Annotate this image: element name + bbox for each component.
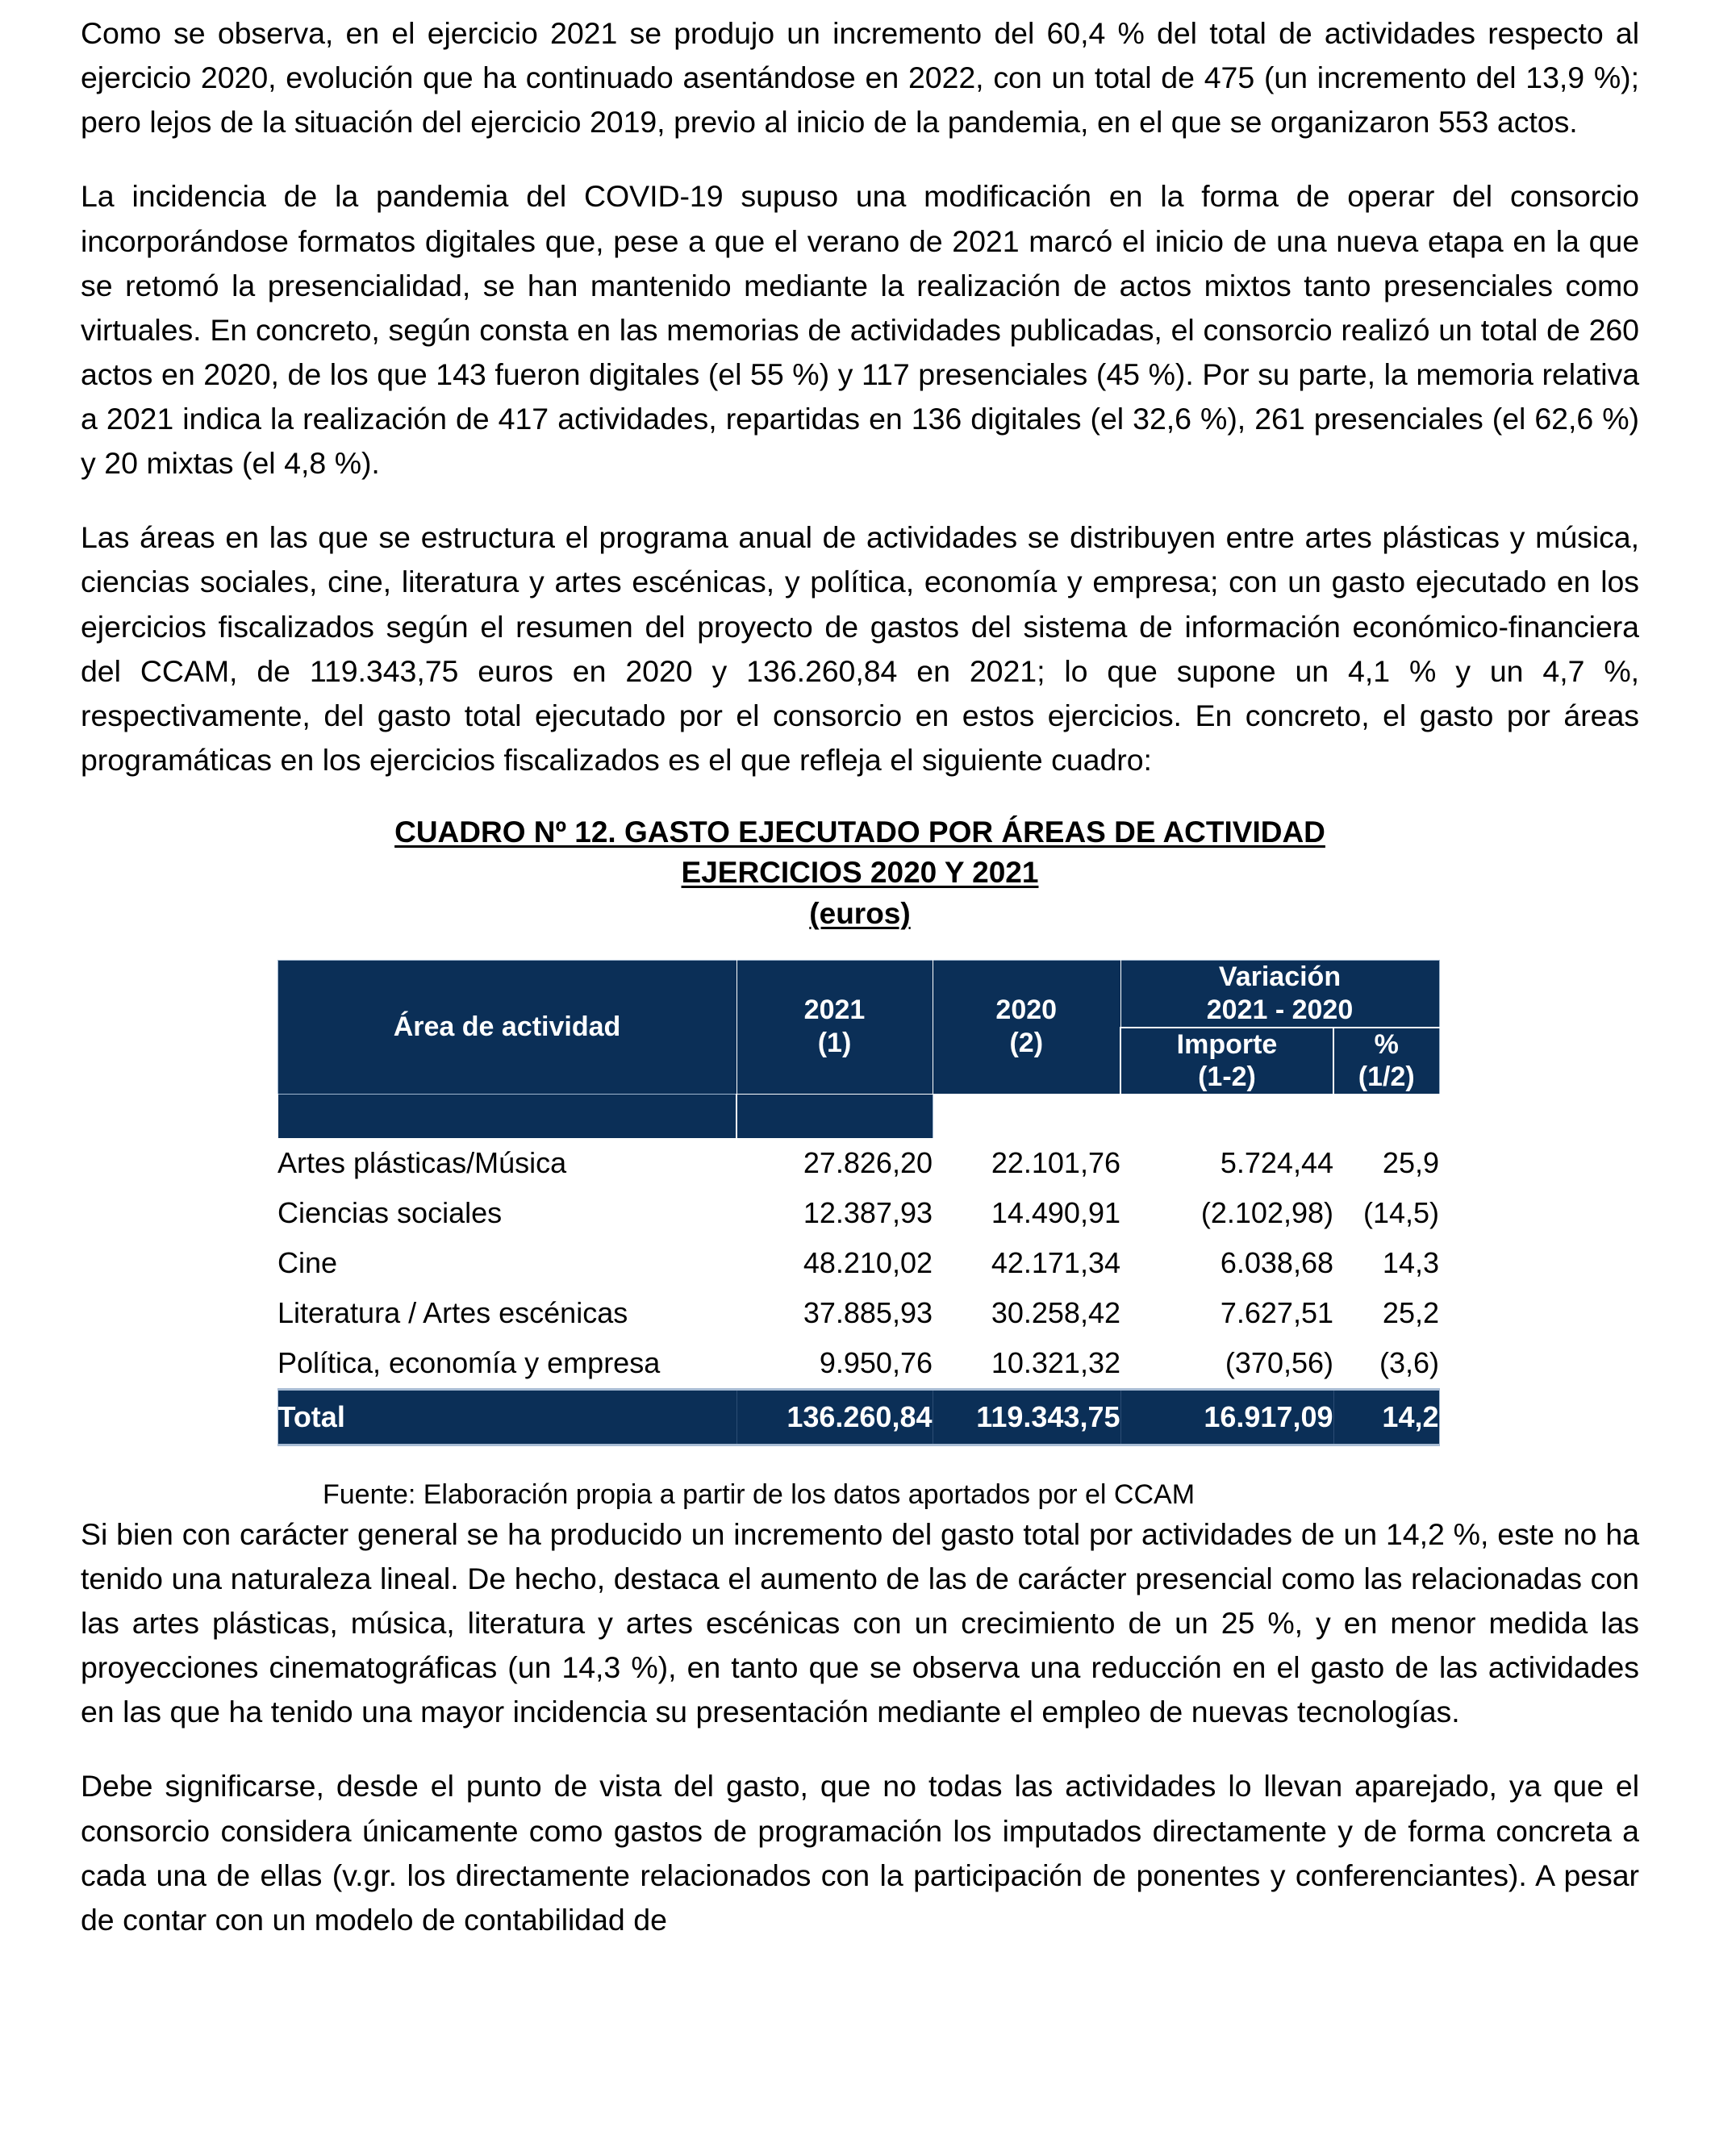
paragraph-5: Debe significarse, desde el punto de vista del gasto, que no todas las actividades lo llevan aparejado, ya que el consorcio considera únicamente como gastos de programación los imputados directamente y de forma concreta a cada una de ellas (v.gr. los directamente relacionados con la participación de ponentes y conferenciantes). A pesar de contar con un modelo de contabilidad de: [81, 1769, 1639, 1937]
total-pct: 14,2: [1333, 1389, 1439, 1445]
page-content: [81, 11, 1639, 1942]
cell-area: Cine: [277, 1238, 736, 1288]
header-importe: Importe: [1120, 1028, 1333, 1061]
cell-area: Artes plásticas/Música: [277, 1138, 736, 1188]
header-spacer-pct: [736, 1094, 933, 1138]
header-area: Área de actividad: [277, 960, 736, 1094]
header-pct: %: [1333, 1028, 1439, 1061]
cell-2021: 12.387,93: [736, 1188, 933, 1238]
cell-2020: 42.171,34: [933, 1238, 1120, 1288]
header-2020: [933, 960, 1120, 1094]
header-row-main: [277, 960, 1439, 1027]
cell-importe: 6.038,68: [1120, 1238, 1333, 1288]
paragraph-3: Las áreas en las que se estructura el programa anual de actividades se distribuyen entre artes plásticas y música, ciencias sociales, cine, literatura y artes escénicas, y política, economía y empresa; con un gasto ejecutado en los ejercicios fiscalizados según el resumen del proyecto de gastos del sistema de información económico-financiera del CCAM, de 119.343,75 euros en 2020 y 136.260,84 en 2021; lo que supone un 4,1 % y un 4,7 %, respectivamente, del gasto total ejecutado por el consorcio en estos ejercicios. En concreto, el gasto por áreas programáticas en los ejercicios fiscalizados es el que refleja el siguiente cuadro:: [81, 520, 1639, 777]
table-row: [277, 1188, 1439, 1238]
cell-2021: 27.826,20: [736, 1138, 933, 1188]
cell-area: Política, economía y empresa: [277, 1338, 736, 1390]
table-body: [277, 1138, 1439, 1445]
total-label: Total: [277, 1389, 736, 1445]
cell-pct: 25,9: [1333, 1138, 1439, 1188]
table-total-row: [277, 1389, 1439, 1445]
table-title-line-2: EJERCICIOS 2020 Y 2021: [681, 856, 1039, 890]
total-2020: 119.343,75: [933, 1389, 1120, 1445]
header-2020-note: (2): [1009, 1028, 1044, 1059]
table-title: [81, 812, 1639, 934]
cell-2020: 30.258,42: [933, 1288, 1120, 1338]
paragraph-4: Si bien con carácter general se ha producido un incremento del gasto total por actividades de un 14,2 %, este no ha tenido una naturaleza lineal. De hecho, destaca el aumento de las de carácter presencial como las relacionadas con las artes plásticas, música, literatura y artes escénicas con un crecimiento de un 25 %, y en menor medida las proyecciones cinematográficas (un 14,3 %), en tanto que se observa una reducción en el gasto de las actividades en las que ha tenido una mayor incidencia su presentación mediante el empleo de nuevas tecnologías.: [81, 1516, 1639, 1729]
header-2021-note: (1): [817, 1028, 852, 1059]
paragraph-2: La incidencia de la pandemia del COVID-19 supuso una modificación en la forma de operar del consorcio incorporándose formatos digitales que, pese a que el verano de 2021 marcó el inicio de una nueva etapa en la que se retomó la presencialidad, se han mantenido mediante la realización de actos mixtos tanto presenciales como virtuales. En concreto, según consta en las memorias de actividades publicadas, el consorcio realizó un total de 260 actos en 2020, de los que 143 fueron digitales (el 55 %) y 117 presenciales (45 %). Por su parte, la memoria relativa a 2021 indica la realización de 417 actividades, repartidas en 136 digitales (el 32,6 %), 261 presenciales (el 62,6 %) y 20 mixtas (el 4,8 %).: [81, 179, 1639, 481]
table-row: [277, 1238, 1439, 1288]
table-row: [277, 1338, 1439, 1390]
cell-pct: (3,6): [1333, 1338, 1439, 1390]
header-importe-note: (1-2): [1120, 1061, 1333, 1094]
cell-2021: 9.950,76: [736, 1338, 933, 1390]
paragraph-1: Como se observa, en el ejercicio 2021 se produjo un incremento del 60,4 % del total de actividades respecto al ejercicio 2020, evolución que ha continuado asentándose en 2022, con un total de 475 (un incremento del 13,9 %); pero lejos de la situación del ejercicio 2019, previo al inicio de la pandemia, en el que se organizaron 553 actos.: [81, 16, 1639, 140]
cell-2020: 14.490,91: [933, 1188, 1120, 1238]
header-variacion: [1120, 960, 1439, 1027]
cell-importe: 7.627,51: [1120, 1288, 1333, 1338]
cell-area: Ciencias sociales: [277, 1188, 736, 1238]
cell-2021: 37.885,93: [736, 1288, 933, 1338]
header-2021-year: 2021: [803, 995, 866, 1026]
cell-importe: 5.724,44: [1120, 1138, 1333, 1188]
header-2020-year: 2020: [995, 995, 1058, 1026]
header-row-spacer: [277, 1094, 1439, 1138]
table-source: Fuente: Elaboración propia a partir de los datos aportados por el CCAM: [323, 1478, 1195, 1510]
cell-2021: 48.210,02: [736, 1238, 933, 1288]
header-variacion-years: 2021 - 2020: [1206, 994, 1354, 1025]
cell-pct: 25,2: [1333, 1288, 1439, 1338]
cell-pct: (14,5): [1333, 1188, 1439, 1238]
cell-importe: (370,56): [1120, 1338, 1333, 1390]
header-spacer-importe: [277, 1094, 736, 1138]
gasto-table: [277, 960, 1440, 1446]
table-row: [277, 1288, 1439, 1338]
cell-pct: 14,3: [1333, 1238, 1439, 1288]
header-2021: [736, 960, 933, 1094]
total-2021: 136.260,84: [736, 1389, 933, 1445]
total-importe: 16.917,09: [1120, 1389, 1333, 1445]
table-title-line-3: (euros): [809, 896, 911, 930]
cell-2020: 10.321,32: [933, 1338, 1120, 1390]
table-row: [277, 1138, 1439, 1188]
cell-area: Literatura / Artes escénicas: [277, 1288, 736, 1338]
header-pct-note: (1/2): [1333, 1061, 1439, 1094]
table-head: [277, 960, 1439, 1137]
cell-importe: (2.102,98): [1120, 1188, 1333, 1238]
table-title-line-1: CUADRO Nº 12. GASTO EJECUTADO POR ÁREAS DE ACTIVIDAD: [394, 815, 1325, 849]
table-block: [81, 812, 1639, 1512]
header-variacion-label: Variación: [1218, 961, 1342, 992]
cell-2020: 22.101,76: [933, 1138, 1120, 1188]
